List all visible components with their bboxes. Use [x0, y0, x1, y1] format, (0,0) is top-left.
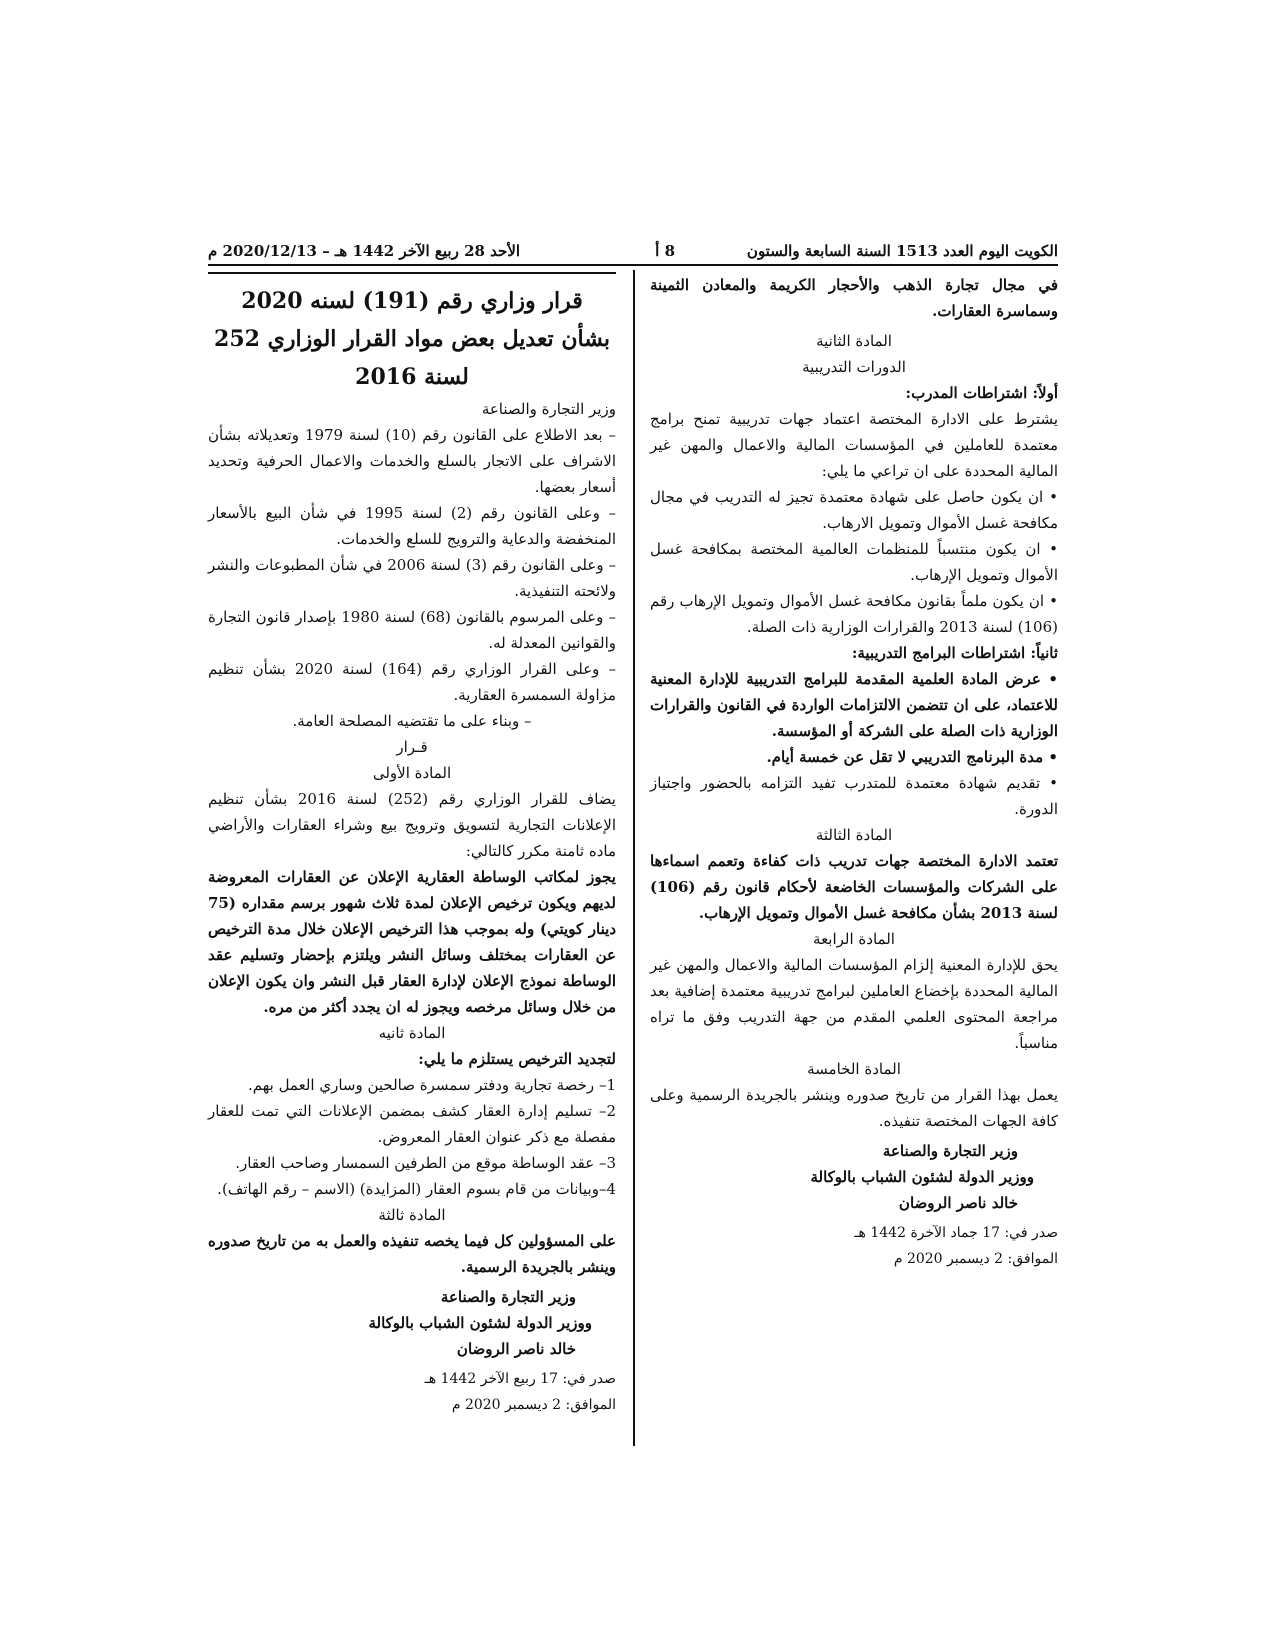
issue-date: صدر في: 17 ربيع الآخر 1442 هـ	[424, 1371, 616, 1387]
article-text: على المسؤولين كل فيما يخصه تنفيذه والعمل به من تاريخ صدوره وينشر بالجريدة الرسمية.	[208, 1232, 616, 1276]
article-heading: المادة ثالثة	[378, 1206, 446, 1224]
header-page-number: 8 أ	[655, 242, 675, 260]
list-item: 1– رخصة تجارية ودفتر سمسرة صالحين وساري العمل بهم.	[247, 1076, 616, 1094]
article-text: يعمل بهذا القرار من تاريخ صدوره وينشر بالجريدة الرسمية وعلى كافة الجهات المختصة تنفيذه.	[650, 1086, 1058, 1130]
section-label: ثانياً: اشتراطات البرامج التدريبية:	[851, 644, 1058, 662]
signature-title: وزير التجارة والصناعة	[882, 1142, 1018, 1160]
signature-name: خالد ناصر الروضان	[456, 1340, 576, 1358]
signature-title: ووزير الدولة لشئون الشباب بالوكالة	[810, 1168, 1034, 1186]
decision-heading: قـرار	[396, 738, 428, 756]
gazette-page	[208, 238, 1058, 1478]
list-item: 3– عقد الوساطة موقع من الطرفين السمسار وصاحب العقار.	[235, 1154, 616, 1172]
decree-title: قرار وزاري رقم (191) لسنه 2020	[241, 288, 583, 314]
list-item: • مدة البرنامج التدريبي لا تقل عن خمسة أيام.	[650, 744, 1058, 770]
recital: – وعلى القانون رقم (3) لسنة 2006 في شأن المطبوعات والنشر ولائحته التنفيذية.	[208, 556, 616, 600]
minister-label: وزير التجارة والصناعة	[481, 400, 616, 418]
article-text: تعتمد الادارة المختصة جهات تدريب ذات كفاءة وتعمم اسماءها على الشركات والمؤسسات الخاضعة لأحكام قانون رقم (106) لسنة 2013 بشأن مكافحة غسل الأموال وتمويل الإرهاب.	[650, 852, 1058, 922]
recital: – وعلى القرار الوزاري رقم (164) لسنة 2020 بشأن تنظيم مزاولة السمسرة العقارية.	[208, 660, 616, 704]
recital: – بعد الاطلاع على القانون رقم (10) لسنة 1979 وتعديلاته بشأن الاشراف على الاتجار بالسلع والخدمات والاعمال الحرفية وتحديد أسعار بعضها.	[208, 426, 616, 496]
article-heading: المادة الأولى	[372, 764, 452, 782]
list-item: • ان يكون منتسباً للمنظمات العالمية المختصة بمكافحة غسل الأموال وتمويل الإرهاب.	[650, 536, 1058, 588]
recital: – وبناء على ما تقتضيه المصلحة العامة.	[292, 712, 532, 730]
article-intro: لتجديد الترخيص يستلزم ما يلي:	[418, 1050, 616, 1068]
left-column	[208, 272, 616, 1418]
header-issue: الكويت اليوم العدد 1513 السنة السابعة والستون	[746, 242, 1058, 260]
list-item: 2– تسليم إدارة العقار كشف بمضمن الإعلانات التي تمت للعقار مفصلة مع ذكر عنوان العقار المعروض.	[208, 1102, 616, 1146]
column-rule	[208, 272, 616, 274]
section-text: يشترط على الادارة المختصة اعتماد جهات تدريبية تمنح برامج معتمدة للعاملين في المؤسسات المالية والاعمال والمهن غير المالية المحددة على ان تراعي ما يلي:	[650, 410, 1058, 480]
intro-text: في مجال تجارة الذهب والأحجار الكريمة والمعادن الثمينة وسماسرة العقارات.	[650, 276, 1058, 320]
article-heading: المادة الثانية	[816, 332, 892, 350]
column-divider	[633, 270, 635, 1446]
header-date: الأحد 28 ربيع الآخر 1442 هـ – 2020/12/13 م	[208, 242, 521, 260]
article-body: يجوز لمكاتب الوساطة العقارية الإعلان عن العقارات المعروضة لديهم ويكون ترخيص الإعلان لمدة ثلاث شهور برسم مقداره (75 دينار كويتي) وله بموجب هذا الترخيص الإعلان خلال مدة الترخيص عن العقارات بمختلف وسائل النشر ويلتزم بإحضار وتسليم عقد الوساطة نموذج الإعلان لإدارة العقار قبل النشر وان يكون الإعلان من خلال وسائل مرخصه ويجوز له ان يجدد أكثر من مره.	[208, 868, 616, 1016]
signature-title: وزير التجارة والصناعة	[440, 1288, 576, 1306]
page-header	[208, 238, 1058, 266]
article-heading: المادة ثانيه	[378, 1024, 446, 1042]
article-heading: المادة الخامسة	[807, 1060, 901, 1078]
corresponding-date: الموافق: 2 ديسمبر 2020 م	[893, 1251, 1058, 1267]
list-item: 4–وبيانات من قام بسوم العقار (المزايدة) (الاسم – رقم الهاتف).	[217, 1180, 616, 1198]
article-heading: المادة الثالثة	[815, 826, 893, 844]
section-label: أولاً: اشتراطات المدرب:	[905, 384, 1058, 402]
list-item: • تقديم شهادة معتمدة للمتدرب تفيد التزامه بالحضور واجتياز الدورة.	[650, 770, 1058, 822]
signature-title: ووزير الدولة لشئون الشباب بالوكالة	[368, 1314, 592, 1332]
right-column	[650, 272, 1058, 1272]
list-item: • ان يكون حاصل على شهادة معتمدة تجيز له التدريب في مجال مكافحة غسل الأموال وتمويل الارهاب.	[650, 484, 1058, 536]
corresponding-date: الموافق: 2 ديسمبر 2020 م	[451, 1397, 616, 1413]
article-text: يضاف للقرار الوزاري رقم (252) لسنة 2016 بشأن تنظيم الإعلانات التجارية لتسويق وترويج بيع وشراء العقارات والأراضي ماده ثامنة مكرر كالتالي:	[208, 790, 616, 860]
signature-name: خالد ناصر الروضان	[898, 1194, 1018, 1212]
recital: – وعلى المرسوم بالقانون (68) لسنة 1980 بإصدار قانون التجارة والقوانين المعدلة له.	[208, 608, 616, 652]
decree-year: لسنة 2016	[355, 364, 469, 390]
decree-subtitle: بشأن تعديل بعض مواد القرار الوزاري 252	[214, 326, 610, 352]
list-item: • ان يكون ملماً بقانون مكافحة غسل الأموال وتمويل الإرهاب رقم (106) لسنة 2013 والقرارات الوزارية ذات الصلة.	[650, 588, 1058, 640]
article-heading: المادة الرابعة	[813, 930, 895, 948]
issue-date: صدر في: 17 جماد الآخرة 1442 هـ	[854, 1225, 1058, 1241]
article-text: يحق للإدارة المعنية إلزام المؤسسات المالية والاعمال والمهن غير المالية المحددة بإخضاع العاملين لبرامج تدريبية معتمدة إضافية بعد مراجعة المحتوى العلمي المقدم من جهة التدريب وفق ما تراه مناسباً.	[650, 956, 1058, 1052]
list-item: • عرض المادة العلمية المقدمة للبرامج التدريبية للإدارة المعنية للاعتماد، على ان تتضمن الالتزامات الواردة في القانون والقرارات الوزارية ذات الصلة على الشركة أو المؤسسة.	[650, 666, 1058, 744]
article-subheading: الدورات التدريبية	[802, 358, 906, 376]
recital: – وعلى القانون رقم (2) لسنة 1995 في شأن البيع بالأسعار المنخفضة والدعاية والترويج للسلع والخدمات.	[208, 504, 616, 548]
